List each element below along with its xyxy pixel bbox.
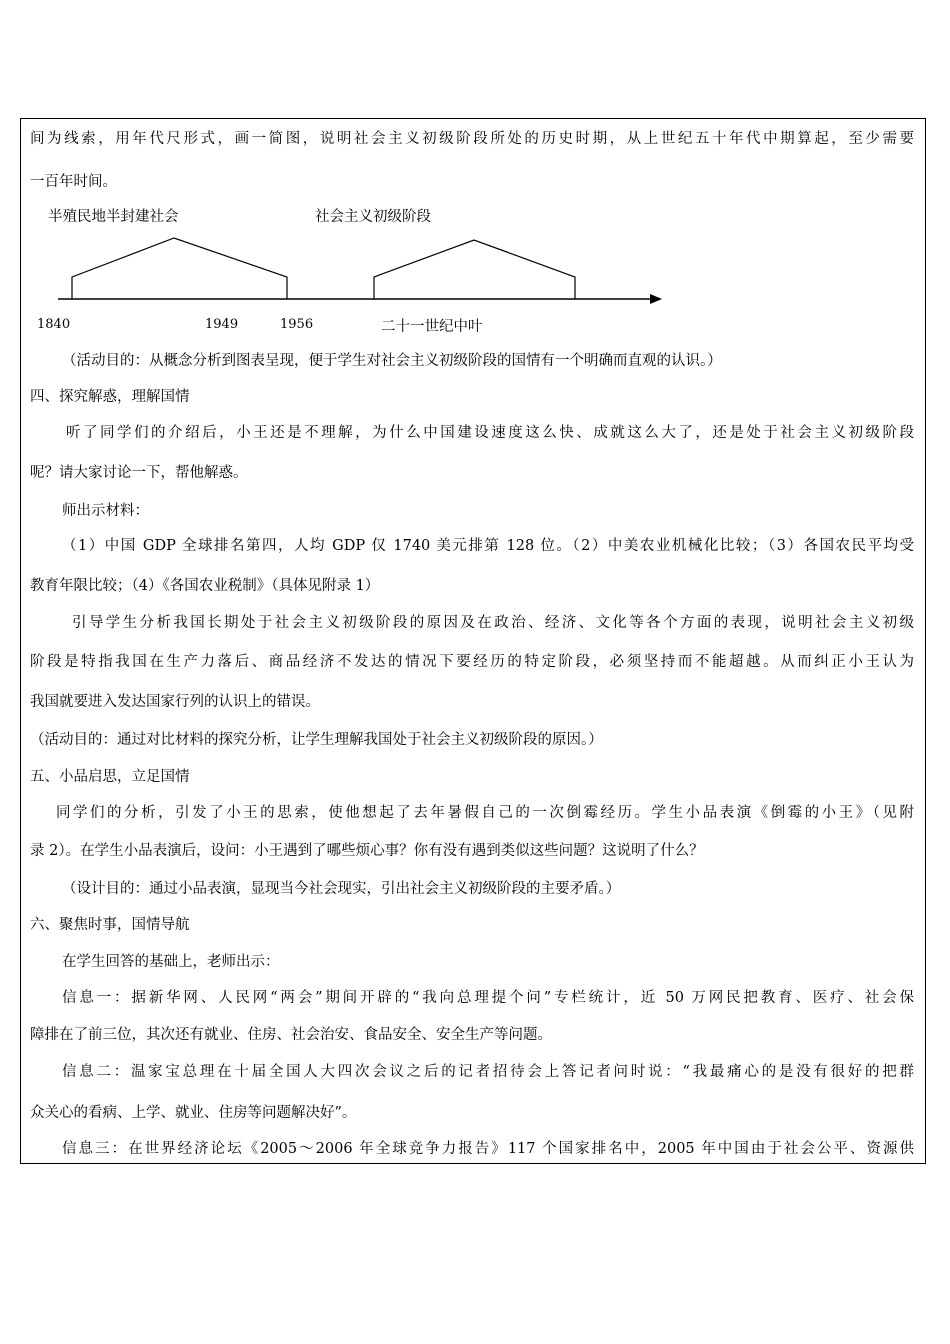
section-heading: 六、聚焦时事，国情导航 <box>30 917 190 933</box>
text-line: 听了同学们的介绍后，小王还是不理解，为什么中国建设速度这么快、成就这么大了，还是处于社会主义初级阶段 <box>66 425 914 441</box>
timeline-diagram <box>30 200 690 350</box>
text-line: 障排在了前三位，其次还有就业、住房、社会治安、食品安全、安全生产等问题。 <box>30 1027 552 1043</box>
text-line: （1）中国 GDP 全球排名第四，人均 GDP 仅 1740 美元排第 128 位。（2）中美农业机械化比较；（3）各国农民平均受 <box>62 538 914 554</box>
text-line: 呢？请大家讨论一下，帮他解惑。 <box>30 465 248 481</box>
tick-1956: 1956 <box>280 317 314 332</box>
text-line: 录 2）。在学生小品表演后，设问：小王遇到了哪些烦心事？你有没有遇到类似这些问题？这说明了什么？ <box>30 843 704 859</box>
text-line: 间为线索，用年代尺形式，画一简图，说明社会主义初级阶段所处的历史时期，从上世纪五十年代中期算起，至少需要 <box>30 131 914 147</box>
section-heading: 五、小品启思，立足国情 <box>30 769 190 785</box>
text-line: 我国就要进入发达国家行列的认识上的错误。 <box>30 694 320 710</box>
bracket-semi-colonial <box>72 238 287 299</box>
text-line: （活动目的：从概念分析到图表呈现，便于学生对社会主义初级阶段的国情有一个明确而直观的认识。） <box>62 353 722 369</box>
label-semi-colonial: 半殖民地半封建社会 <box>48 209 179 225</box>
text-line: 引导学生分析我国长期处于社会主义初级阶段的原因及在政治、经济、文化等各个方面的表现，说明社会主义初级 <box>72 615 914 631</box>
text-line: 信息二：温家宝总理在十届全国人大四次会议之后的记者招待会上答记者问时说：“我最痛心的是没有很好的把群 <box>62 1064 914 1080</box>
text-line: 阶段是特指我国在生产力落后、商品经济不发达的情况下要经历的特定阶段，必须坚持而不能超越。从而纠正小王认为 <box>30 654 914 670</box>
bracket-primary-stage <box>374 240 575 299</box>
timeline-arrowhead <box>650 294 662 304</box>
label-primary-stage: 社会主义初级阶段 <box>315 209 431 225</box>
text-line: 同学们的分析，引发了小王的思索，使他想起了去年暑假自己的一次倒霉经历。学生小品表演《倒霉的小王》（见附 <box>56 805 914 821</box>
text-line: 一百年时间。 <box>30 174 117 190</box>
text-line: （活动目的：通过对比材料的探究分析，让学生理解我国处于社会主义初级阶段的原因。） <box>30 732 603 748</box>
text-line: 众关心的看病、上学、就业、住房等问题解决好”。 <box>30 1105 357 1121</box>
text-line: 信息一：据新华网、人民网“两会”期间开辟的“我向总理提个问”专栏统计，近 50 万网民把教育、医疗、社会保 <box>62 990 914 1006</box>
text-line: （设计目的：通过小品表演，显现当今社会现实，引出社会主义初级阶段的主要矛盾。） <box>62 881 621 897</box>
section-heading: 四、探究解惑，理解国情 <box>30 389 190 405</box>
text-line: 信息三：在世界经济论坛《2005～2006 年全球竞争力报告》117 个国家排名中，2005 年中国由于社会公平、资源供 <box>62 1141 914 1157</box>
tick-1840: 1840 <box>37 317 71 332</box>
text-line: 在学生回答的基础上，老师出示： <box>62 954 280 970</box>
text-line: 师出示材料： <box>62 503 149 519</box>
text-line: 教育年限比较；（4）《各国农业税制》（具体见附录 1） <box>30 578 380 594</box>
tick-mid-21st-century: 二十一世纪中叶 <box>381 319 483 335</box>
tick-1949: 1949 <box>205 317 239 332</box>
